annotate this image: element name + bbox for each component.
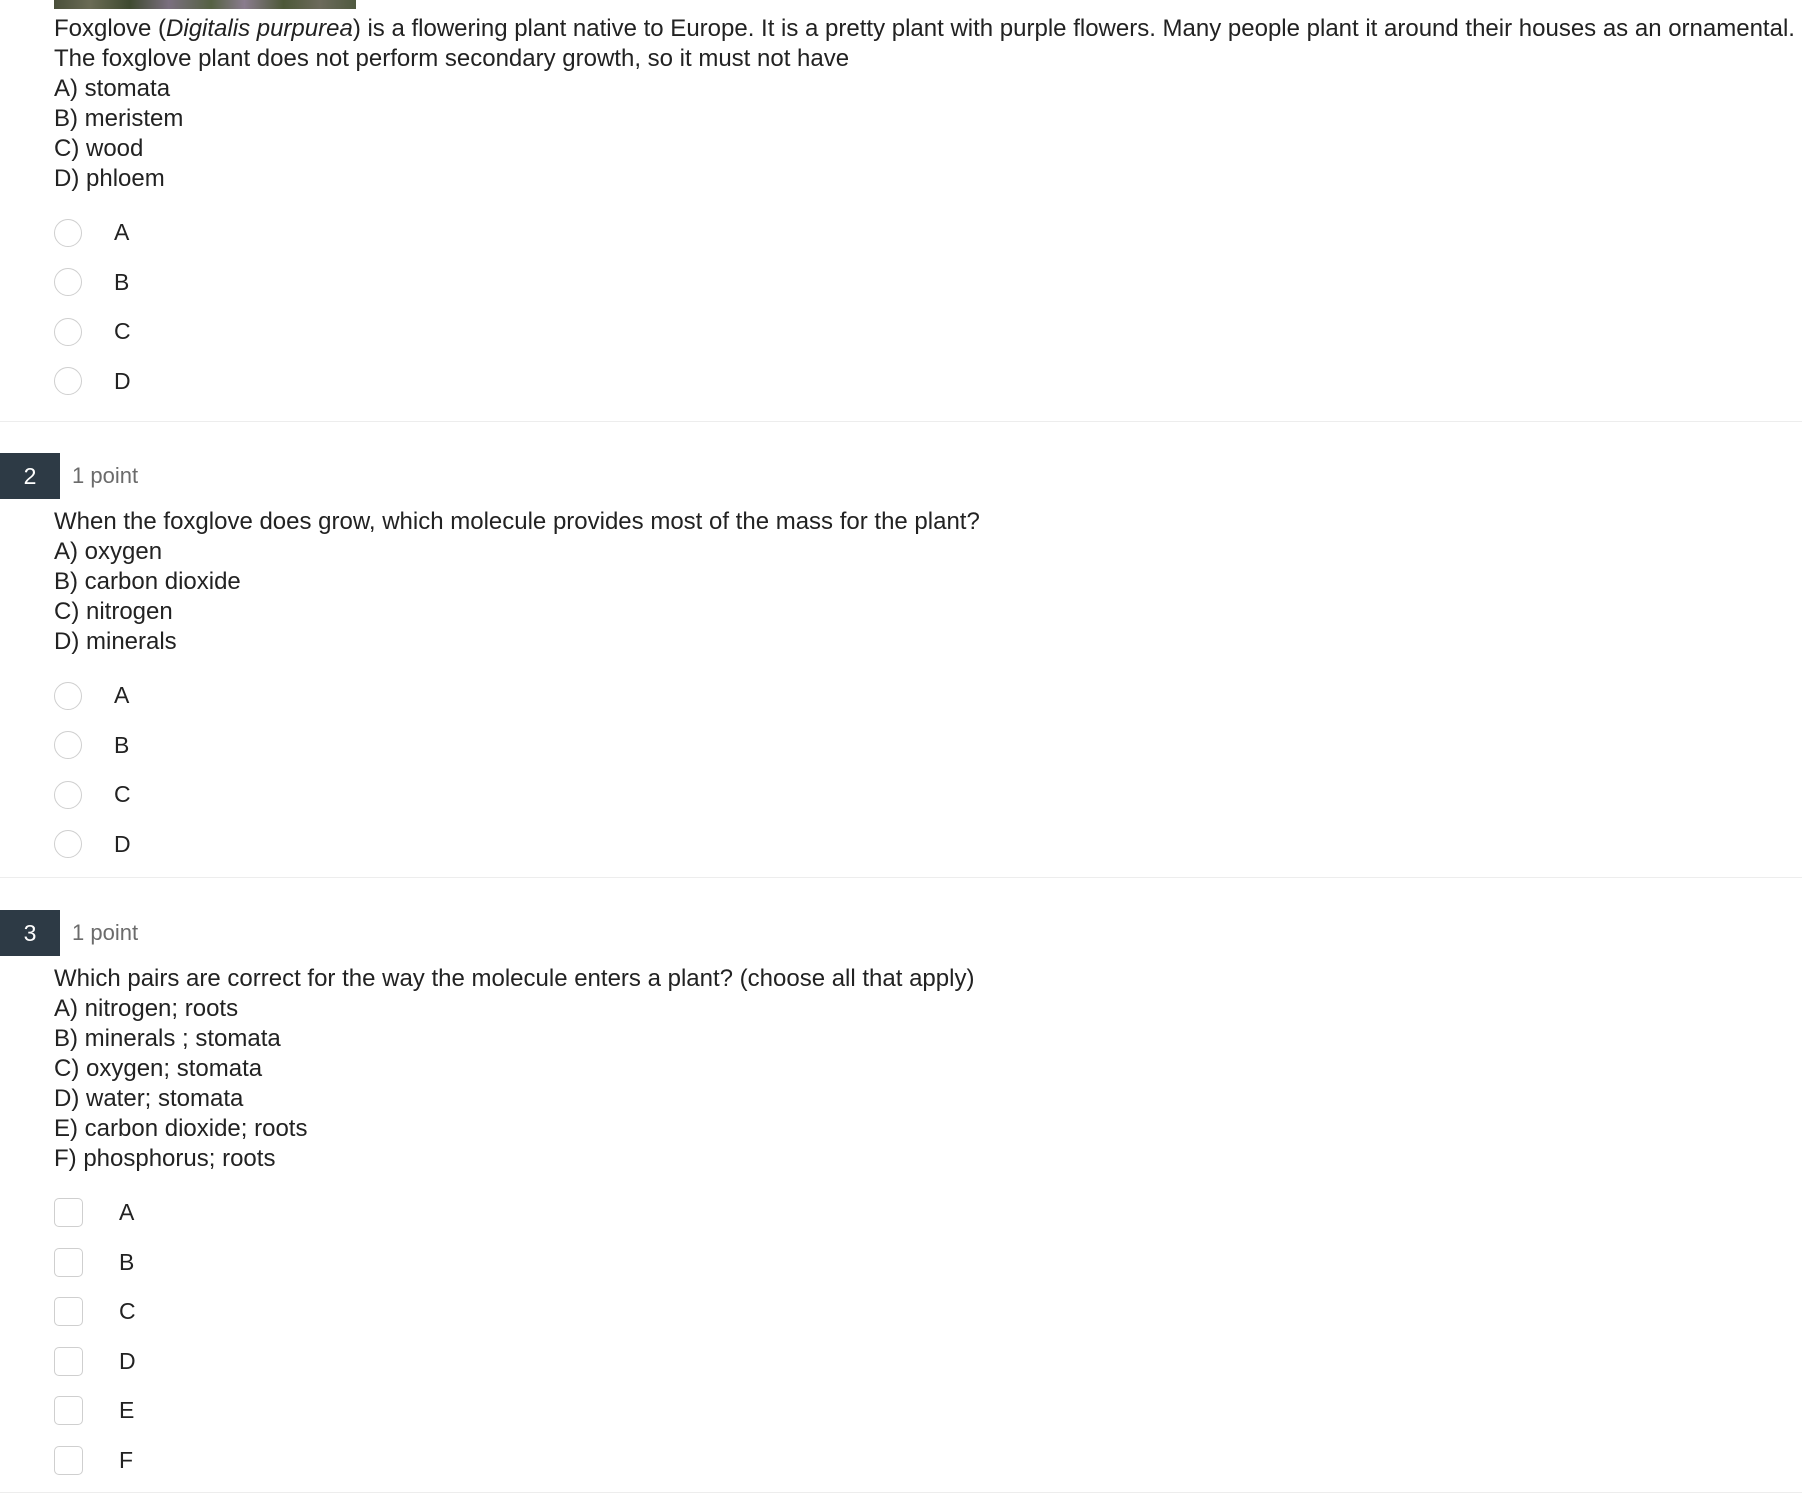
choice-label: C [114,781,131,808]
radio-button[interactable] [54,781,82,809]
question-text [54,507,1802,657]
question-divider [0,1492,1802,1493]
question-divider [0,421,1802,422]
option-text: A) oxygen [54,538,163,565]
choice-label: E [119,1397,135,1424]
question-header [0,453,1802,499]
choice-label: C [119,1298,136,1325]
question-number: 2 [0,453,60,499]
question-1 [0,14,1802,406]
question-points: 1 point [72,920,139,945]
choice-label: B [114,268,130,295]
question-prompt: The foxglove plant does not perform secondary growth, so it must not have [54,45,850,72]
species-name: Digitalis purpurea [166,15,353,42]
question-prompt: Which pairs are correct for the way the molecule enters a plant? (choose all that apply) [54,965,975,992]
radio-button[interactable] [54,367,82,395]
question-divider [0,877,1802,878]
radio-button[interactable] [54,318,82,346]
answer-choice-b[interactable] [54,1238,1802,1288]
option-text: B) minerals ; stomata [54,1025,281,1052]
choice-label: C [114,318,131,345]
answer-choice-d[interactable] [54,820,1802,870]
question-header [0,910,1802,956]
option-text: C) oxygen; stomata [54,1055,263,1082]
choice-label: D [119,1347,136,1374]
question-2 [0,453,1802,869]
checkbox[interactable] [54,1297,83,1326]
checkbox[interactable] [54,1347,83,1376]
option-text: B) carbon dioxide [54,568,241,595]
choice-label: A [114,219,130,246]
checkbox[interactable] [54,1396,83,1425]
answer-choices [54,208,1802,406]
option-text: F) phosphorus; roots [54,1145,276,1172]
option-text: C) nitrogen [54,598,173,625]
option-text: B) meristem [54,105,184,132]
checkbox[interactable] [54,1198,83,1227]
option-text: D) water; stomata [54,1085,244,1112]
checkbox[interactable] [54,1446,83,1475]
option-text: A) stomata [54,75,171,102]
radio-button[interactable] [54,219,82,247]
question-number: 3 [0,910,60,956]
radio-button[interactable] [54,731,82,759]
answer-choice-b[interactable] [54,258,1802,308]
choice-label: D [114,830,131,857]
answer-choices [54,671,1802,869]
answer-choice-b[interactable] [54,721,1802,771]
radio-button[interactable] [54,268,82,296]
answer-choice-a[interactable] [54,208,1802,258]
answer-choice-d[interactable] [54,357,1802,407]
question-prompt: When the foxglove does grow, which molecule provides most of the mass for the plant? [54,508,980,535]
option-text: C) wood [54,135,144,162]
answer-choice-a[interactable] [54,1188,1802,1238]
answer-choice-d[interactable] [54,1337,1802,1387]
question-intro: Foxglove (Digitalis purpurea) is a flowering plant native to Europe. It is a pretty plant with purple flowers. Many people plant it around their houses as an ornamental. [54,15,1795,42]
option-text: A) nitrogen; roots [54,995,239,1022]
answer-choice-c[interactable] [54,770,1802,820]
radio-button[interactable] [54,682,82,710]
choice-label: A [114,682,130,709]
option-text: D) phloem [54,165,165,192]
choice-label: D [114,367,131,394]
answer-choice-f[interactable] [54,1436,1802,1486]
question-text [54,14,1802,194]
checkbox[interactable] [54,1248,83,1277]
question-points: 1 point [72,463,139,488]
question-3 [0,910,1802,1485]
choice-label: B [119,1248,135,1275]
choice-label: B [114,731,130,758]
answer-choice-c[interactable] [54,307,1802,357]
choice-label: A [119,1199,135,1226]
option-text: E) carbon dioxide; roots [54,1115,308,1142]
answer-choice-c[interactable] [54,1287,1802,1337]
foxglove-image [54,0,356,9]
answer-choice-e[interactable] [54,1386,1802,1436]
question-text [54,964,1802,1174]
answer-choices [54,1188,1802,1485]
option-text: D) minerals [54,628,177,655]
answer-choice-a[interactable] [54,671,1802,721]
radio-button[interactable] [54,830,82,858]
choice-label: F [119,1446,134,1473]
